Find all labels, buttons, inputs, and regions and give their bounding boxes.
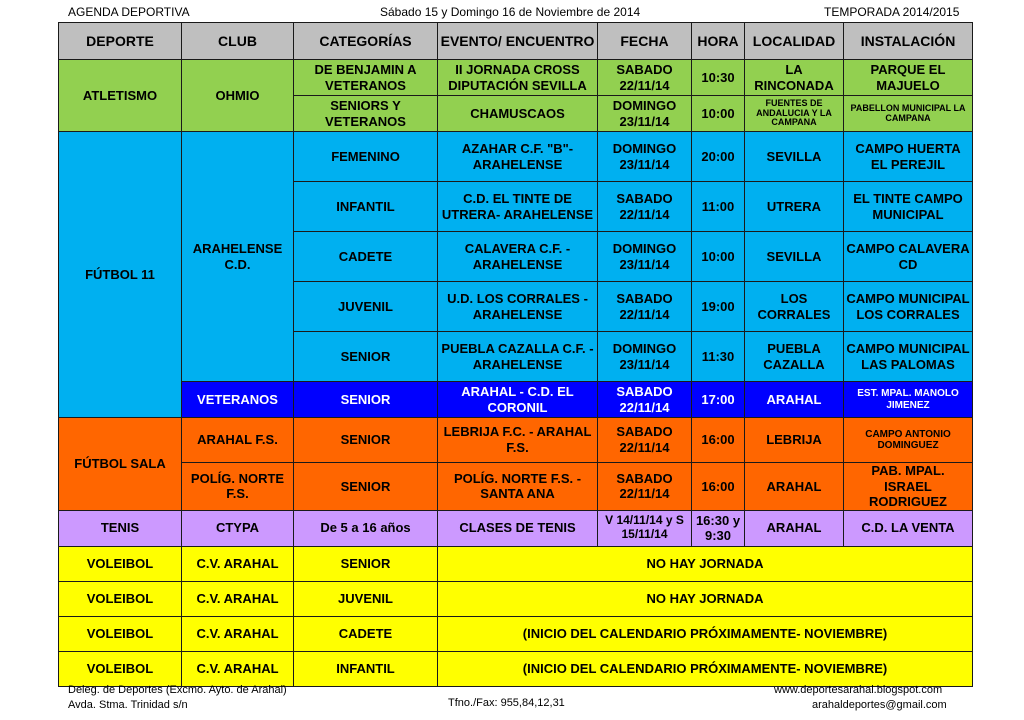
date-cell: SABADO 22/11/14 — [598, 418, 692, 463]
table-row — [59, 616, 973, 651]
col-header-hora: HORA — [692, 23, 745, 60]
category-cell: INFANTIL — [294, 182, 438, 232]
event-cell: C.D. EL TINTE DE UTRERA- ARAHELENSE — [438, 182, 598, 232]
locality-cell: PUEBLA CAZALLA — [745, 332, 844, 382]
category-cell: DE BENJAMIN A VETERANOS — [294, 60, 438, 96]
note-cell: NO HAY JORNADA — [438, 546, 973, 581]
date-cell: DOMINGO 23/11/14 — [598, 332, 692, 382]
club-cell: ARAHELENSE C.D. — [182, 132, 294, 382]
date-cell: SABADO 22/11/14 — [598, 463, 692, 511]
event-cell: CLASES DE TENIS — [438, 510, 598, 546]
locality-cell: ARAHAL — [745, 382, 844, 418]
venue-cell: CAMPO MUNICIPAL LAS PALOMAS — [844, 332, 973, 382]
time-cell: 11:30 — [692, 332, 745, 382]
table-header-row — [59, 23, 973, 60]
col-header-club: CLUB — [182, 23, 294, 60]
table-row — [59, 463, 973, 511]
category-cell: SENIOR — [294, 546, 438, 581]
locality-cell: LOS CORRALES — [745, 282, 844, 332]
date-cell: DOMINGO 23/11/14 — [598, 96, 692, 132]
date-cell: SABADO 22/11/14 — [598, 60, 692, 96]
venue-cell: CAMPO HUERTA EL PEREJIL — [844, 132, 973, 182]
locality-cell: SEVILLA — [745, 132, 844, 182]
club-cell: C.V. ARAHAL — [182, 546, 294, 581]
locality-cell: FUENTES DE ANDALUCIA Y LA CAMPANA — [745, 96, 844, 132]
sport-cell: ATLETISMO — [59, 60, 182, 132]
venue-cell: CAMPO ANTONIO DOMINGUEZ — [844, 418, 973, 463]
club-cell: CTYPA — [182, 510, 294, 546]
footer-email: arahaldeportes@gmail.com — [812, 699, 947, 711]
note-cell: (INICIO DEL CALENDARIO PRÓXIMAMENTE- NOVIEMBRE) — [438, 616, 973, 651]
venue-cell: EL TINTE CAMPO MUNICIPAL — [844, 182, 973, 232]
sport-cell: TENIS — [59, 510, 182, 546]
note-cell: NO HAY JORNADA — [438, 581, 973, 616]
category-cell: SENIORS Y VETERANOS — [294, 96, 438, 132]
col-header-fecha: FECHA — [598, 23, 692, 60]
sport-cell: VOLEIBOL — [59, 546, 182, 581]
time-cell: 16:00 — [692, 418, 745, 463]
category-cell: SENIOR — [294, 418, 438, 463]
time-cell: 10:00 — [692, 232, 745, 282]
table-row — [59, 60, 973, 96]
date-cell: SABADO 22/11/14 — [598, 182, 692, 232]
locality-cell: UTRERA — [745, 182, 844, 232]
time-cell: 10:30 — [692, 60, 745, 96]
locality-cell: ARAHAL — [745, 510, 844, 546]
header-season: TEMPORADA 2014/2015 — [824, 5, 960, 19]
table-row — [59, 382, 973, 418]
club-cell: ARAHAL F.S. — [182, 418, 294, 463]
date-cell: SABADO 22/11/14 — [598, 282, 692, 332]
category-cell: SENIOR — [294, 332, 438, 382]
club-cell: C.V. ARAHAL — [182, 616, 294, 651]
table-row — [59, 510, 973, 546]
event-cell: POLÍG. NORTE F.S. - SANTA ANA — [438, 463, 598, 511]
category-cell: JUVENIL — [294, 581, 438, 616]
event-cell: ARAHAL - C.D. EL CORONIL — [438, 382, 598, 418]
event-cell: U.D. LOS CORRALES - ARAHELENSE — [438, 282, 598, 332]
sport-cell: FÚTBOL SALA — [59, 418, 182, 511]
footer-address: Avda. Stma. Trinidad s/n — [68, 699, 188, 711]
club-cell: VETERANOS — [182, 382, 294, 418]
col-header-evento: EVENTO/ ENCUENTRO — [438, 23, 598, 60]
category-cell: INFANTIL — [294, 651, 438, 686]
header-date: Sábado 15 y Domingo 16 de Noviembre de 2014 — [380, 5, 641, 19]
category-cell: CADETE — [294, 616, 438, 651]
category-cell: SENIOR — [294, 382, 438, 418]
col-header-instalacion: INSTALACIÓN — [844, 23, 973, 60]
footer-website: www.deportesarahal.blogspot.com — [774, 684, 943, 696]
footer-office: Deleg. de Deportes (Excmo. Ayto. de Arahal) — [68, 684, 287, 696]
venue-cell: CAMPO MUNICIPAL LOS CORRALES — [844, 282, 973, 332]
table-row — [59, 132, 973, 182]
time-cell: 17:00 — [692, 382, 745, 418]
col-header-deporte: DEPORTE — [59, 23, 182, 60]
col-header-categorias: CATEGORÍAS — [294, 23, 438, 60]
date-cell: DOMINGO 23/11/14 — [598, 232, 692, 282]
event-cell: CHAMUSCAOS — [438, 96, 598, 132]
time-cell: 11:00 — [692, 182, 745, 232]
venue-cell: CAMPO CALAVERA CD — [844, 232, 973, 282]
sport-cell: VOLEIBOL — [59, 581, 182, 616]
locality-cell: LA RINCONADA — [745, 60, 844, 96]
date-cell: V 14/11/14 y S 15/11/14 — [598, 510, 692, 546]
sport-cell: VOLEIBOL — [59, 651, 182, 686]
club-cell: OHMIO — [182, 60, 294, 132]
venue-cell: PABELLON MUNICIPAL LA CAMPANA — [844, 96, 973, 132]
table-row — [59, 418, 973, 463]
date-cell: DOMINGO 23/11/14 — [598, 132, 692, 182]
club-cell: C.V. ARAHAL — [182, 651, 294, 686]
locality-cell: SEVILLA — [745, 232, 844, 282]
category-cell: CADETE — [294, 232, 438, 282]
category-cell: SENIOR — [294, 463, 438, 511]
note-cell: (INICIO DEL CALENDARIO PRÓXIMAMENTE- NOVIEMBRE) — [438, 651, 973, 686]
locality-cell: ARAHAL — [745, 463, 844, 511]
col-header-localidad: LOCALIDAD — [745, 23, 844, 60]
venue-cell: C.D. LA VENTA — [844, 510, 973, 546]
table-row — [59, 546, 973, 581]
event-cell: LEBRIJA F.C. - ARAHAL F.S. — [438, 418, 598, 463]
category-cell: JUVENIL — [294, 282, 438, 332]
event-cell: II JORNADA CROSS DIPUTACIÓN SEVILLA — [438, 60, 598, 96]
agenda-table — [58, 22, 973, 687]
venue-cell: EST. MPAL. MANOLO JIMENEZ — [844, 382, 973, 418]
sport-cell: FÚTBOL 11 — [59, 132, 182, 418]
header-left: AGENDA DEPORTIVA — [68, 5, 190, 19]
locality-cell: LEBRIJA — [745, 418, 844, 463]
event-cell: CALAVERA C.F. - ARAHELENSE — [438, 232, 598, 282]
time-cell: 16:30 y 9:30 — [692, 510, 745, 546]
club-cell: C.V. ARAHAL — [182, 581, 294, 616]
footer-phone: Tfno./Fax: 955,84,12,31 — [448, 697, 565, 709]
club-cell: POLÍG. NORTE F.S. — [182, 463, 294, 511]
event-cell: AZAHAR C.F. "B"- ARAHELENSE — [438, 132, 598, 182]
time-cell: 16:00 — [692, 463, 745, 511]
table-row — [59, 581, 973, 616]
category-cell: FEMENINO — [294, 132, 438, 182]
category-cell: De 5 a 16 años — [294, 510, 438, 546]
table-row — [59, 651, 973, 686]
time-cell: 20:00 — [692, 132, 745, 182]
time-cell: 10:00 — [692, 96, 745, 132]
time-cell: 19:00 — [692, 282, 745, 332]
date-cell: SABADO 22/11/14 — [598, 382, 692, 418]
venue-cell: PAB. MPAL. ISRAEL RODRIGUEZ — [844, 463, 973, 511]
sport-cell: VOLEIBOL — [59, 616, 182, 651]
event-cell: PUEBLA CAZALLA C.F. - ARAHELENSE — [438, 332, 598, 382]
venue-cell: PARQUE EL MAJUELO — [844, 60, 973, 96]
